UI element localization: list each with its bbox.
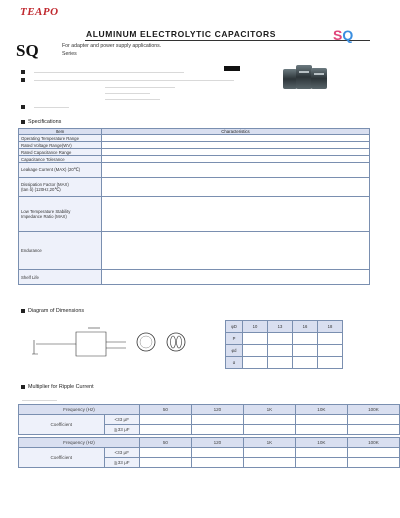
ripple-frequency: 1K — [243, 405, 295, 415]
dimension-header-label: φD — [226, 321, 243, 333]
subtitle-series: Series — [62, 51, 77, 57]
ripple-condition: <33 μF — [104, 448, 139, 458]
dimension-cell — [293, 345, 318, 357]
ripple-cell — [347, 458, 399, 468]
dimension-cell — [268, 345, 293, 357]
dimension-table — [225, 320, 343, 369]
feature-line — [105, 99, 160, 100]
ripple-frequency: 1K — [243, 438, 295, 448]
ripple-cell — [139, 448, 191, 458]
spec-item: Capacitance Tolerance — [19, 156, 102, 163]
spec-item: Operating Temperature Range — [19, 135, 102, 142]
ripple-frequency: 100K — [347, 438, 399, 448]
ripple-cell — [243, 458, 295, 468]
ripple-frequency: 100K — [347, 405, 399, 415]
dimension-cell — [293, 333, 318, 345]
section-title-specifications: Specifications — [28, 119, 62, 125]
feature-line — [34, 80, 234, 81]
dimension-cell — [318, 333, 343, 345]
dimension-cell — [243, 333, 268, 345]
ripple-frequency: 50 — [139, 438, 191, 448]
spec-item-line: Impedance Ratio (MAX) — [21, 214, 67, 219]
feature-line — [105, 93, 150, 94]
spec-value — [102, 149, 370, 156]
page-title: ALUMINUM ELECTROLYTIC CAPACITORS — [86, 29, 276, 39]
dimension-cell — [243, 357, 268, 369]
spec-item-line: Low Temperature Stability — [21, 209, 71, 214]
spec-item: Leakage Current (MAX) (20℃) — [19, 163, 102, 178]
spec-item: Endurance — [19, 232, 102, 270]
dimension-col: 10 — [243, 321, 268, 333]
dimension-col: 16 — [293, 321, 318, 333]
spec-value — [102, 232, 370, 270]
ripple-frequency-label: Frequency (Hz) — [19, 405, 140, 415]
series-code: SQ — [16, 41, 39, 60]
dimension-cell — [318, 357, 343, 369]
section-bullet — [21, 120, 25, 124]
ripple-frequency: 10K — [295, 438, 347, 448]
ripple-cell — [243, 415, 295, 425]
spec-item: Rated Capacitance Range — [19, 149, 102, 156]
spec-value — [102, 270, 370, 285]
spec-item-low-temp — [19, 197, 102, 232]
spec-header-item: Item — [19, 129, 102, 135]
capacitor-photo — [280, 63, 330, 91]
ripple-cell — [139, 425, 191, 435]
ripple-cell — [139, 415, 191, 425]
feature-line — [34, 107, 69, 108]
feature-line — [105, 87, 175, 88]
ripple-condition: ≧33 μF — [104, 458, 139, 468]
spec-value — [102, 178, 370, 197]
title-rule — [85, 40, 370, 41]
ripple-frequency: 120 — [191, 405, 243, 415]
dimension-cell — [268, 357, 293, 369]
dimension-cell — [243, 345, 268, 357]
spec-header-characteristics: Characteristics — [102, 129, 370, 135]
ripple-cell — [347, 448, 399, 458]
spec-value — [102, 142, 370, 149]
ripple-cell — [295, 448, 347, 458]
subtitle-application: For adapter and power supply applications. — [62, 43, 162, 49]
dimension-col: 18 — [318, 321, 343, 333]
feature-bullet — [21, 78, 25, 82]
spec-item: Rated Voltage Range(WV) — [19, 142, 102, 149]
ripple-coefficient-label: Coefficient — [19, 448, 105, 468]
ripple-cell — [295, 425, 347, 435]
dimension-cell — [293, 357, 318, 369]
spec-item: Shelf Life — [19, 270, 102, 285]
spec-value — [102, 163, 370, 178]
series-logo-q: Q — [342, 27, 354, 43]
series-tag — [224, 66, 240, 71]
ripple-frequency-label: Frequency (Hz) — [19, 438, 140, 448]
series-logo-s: S — [333, 27, 343, 43]
ripple-cell — [347, 415, 399, 425]
spec-value — [102, 135, 370, 142]
section-title-dimensions: Diagram of Dimensions — [28, 308, 85, 314]
spec-item-line: (tan δ) (120Hz,20℃) — [21, 186, 61, 192]
ripple-cell — [243, 448, 295, 458]
feature-bullet — [21, 105, 25, 109]
dimension-cell — [268, 333, 293, 345]
spec-item-line: Dissipation Factor (MAX) — [21, 181, 69, 187]
dimension-cell — [318, 345, 343, 357]
dimension-diagram — [28, 322, 203, 362]
section-bullet — [21, 385, 25, 389]
series-logo — [333, 27, 353, 43]
ripple-cell — [243, 425, 295, 435]
spec-item-dissipation — [19, 178, 102, 197]
feature-line — [34, 72, 184, 73]
ripple-table-2 — [18, 437, 400, 468]
spec-value — [102, 197, 370, 232]
dimension-col: 13 — [268, 321, 293, 333]
ripple-cell — [295, 458, 347, 468]
ripple-coefficient-label: Coefficient — [19, 415, 105, 435]
dimension-row-label: P — [226, 333, 243, 345]
ripple-cell — [139, 458, 191, 468]
dimension-row-label: φd — [226, 345, 243, 357]
ripple-caption-line — [22, 400, 57, 401]
feature-bullet — [21, 70, 25, 74]
ripple-condition: ≧33 μF — [104, 425, 139, 435]
section-title-ripple: Multiplier for Ripple Current — [28, 384, 94, 390]
spec-table — [18, 128, 370, 285]
spec-value — [102, 156, 370, 163]
ripple-frequency: 50 — [139, 405, 191, 415]
ripple-cell — [347, 425, 399, 435]
ripple-cell — [191, 415, 243, 425]
ripple-table-1 — [18, 404, 400, 435]
ripple-cell — [191, 425, 243, 435]
ripple-frequency: 120 — [191, 438, 243, 448]
dimension-row-label: α — [226, 357, 243, 369]
ripple-cell — [191, 458, 243, 468]
ripple-cell — [295, 415, 347, 425]
ripple-cell — [191, 448, 243, 458]
brand-logo: TEAPO — [20, 6, 59, 18]
section-bullet — [21, 309, 25, 313]
ripple-frequency: 10K — [295, 405, 347, 415]
ripple-condition: <33 μF — [104, 415, 139, 425]
